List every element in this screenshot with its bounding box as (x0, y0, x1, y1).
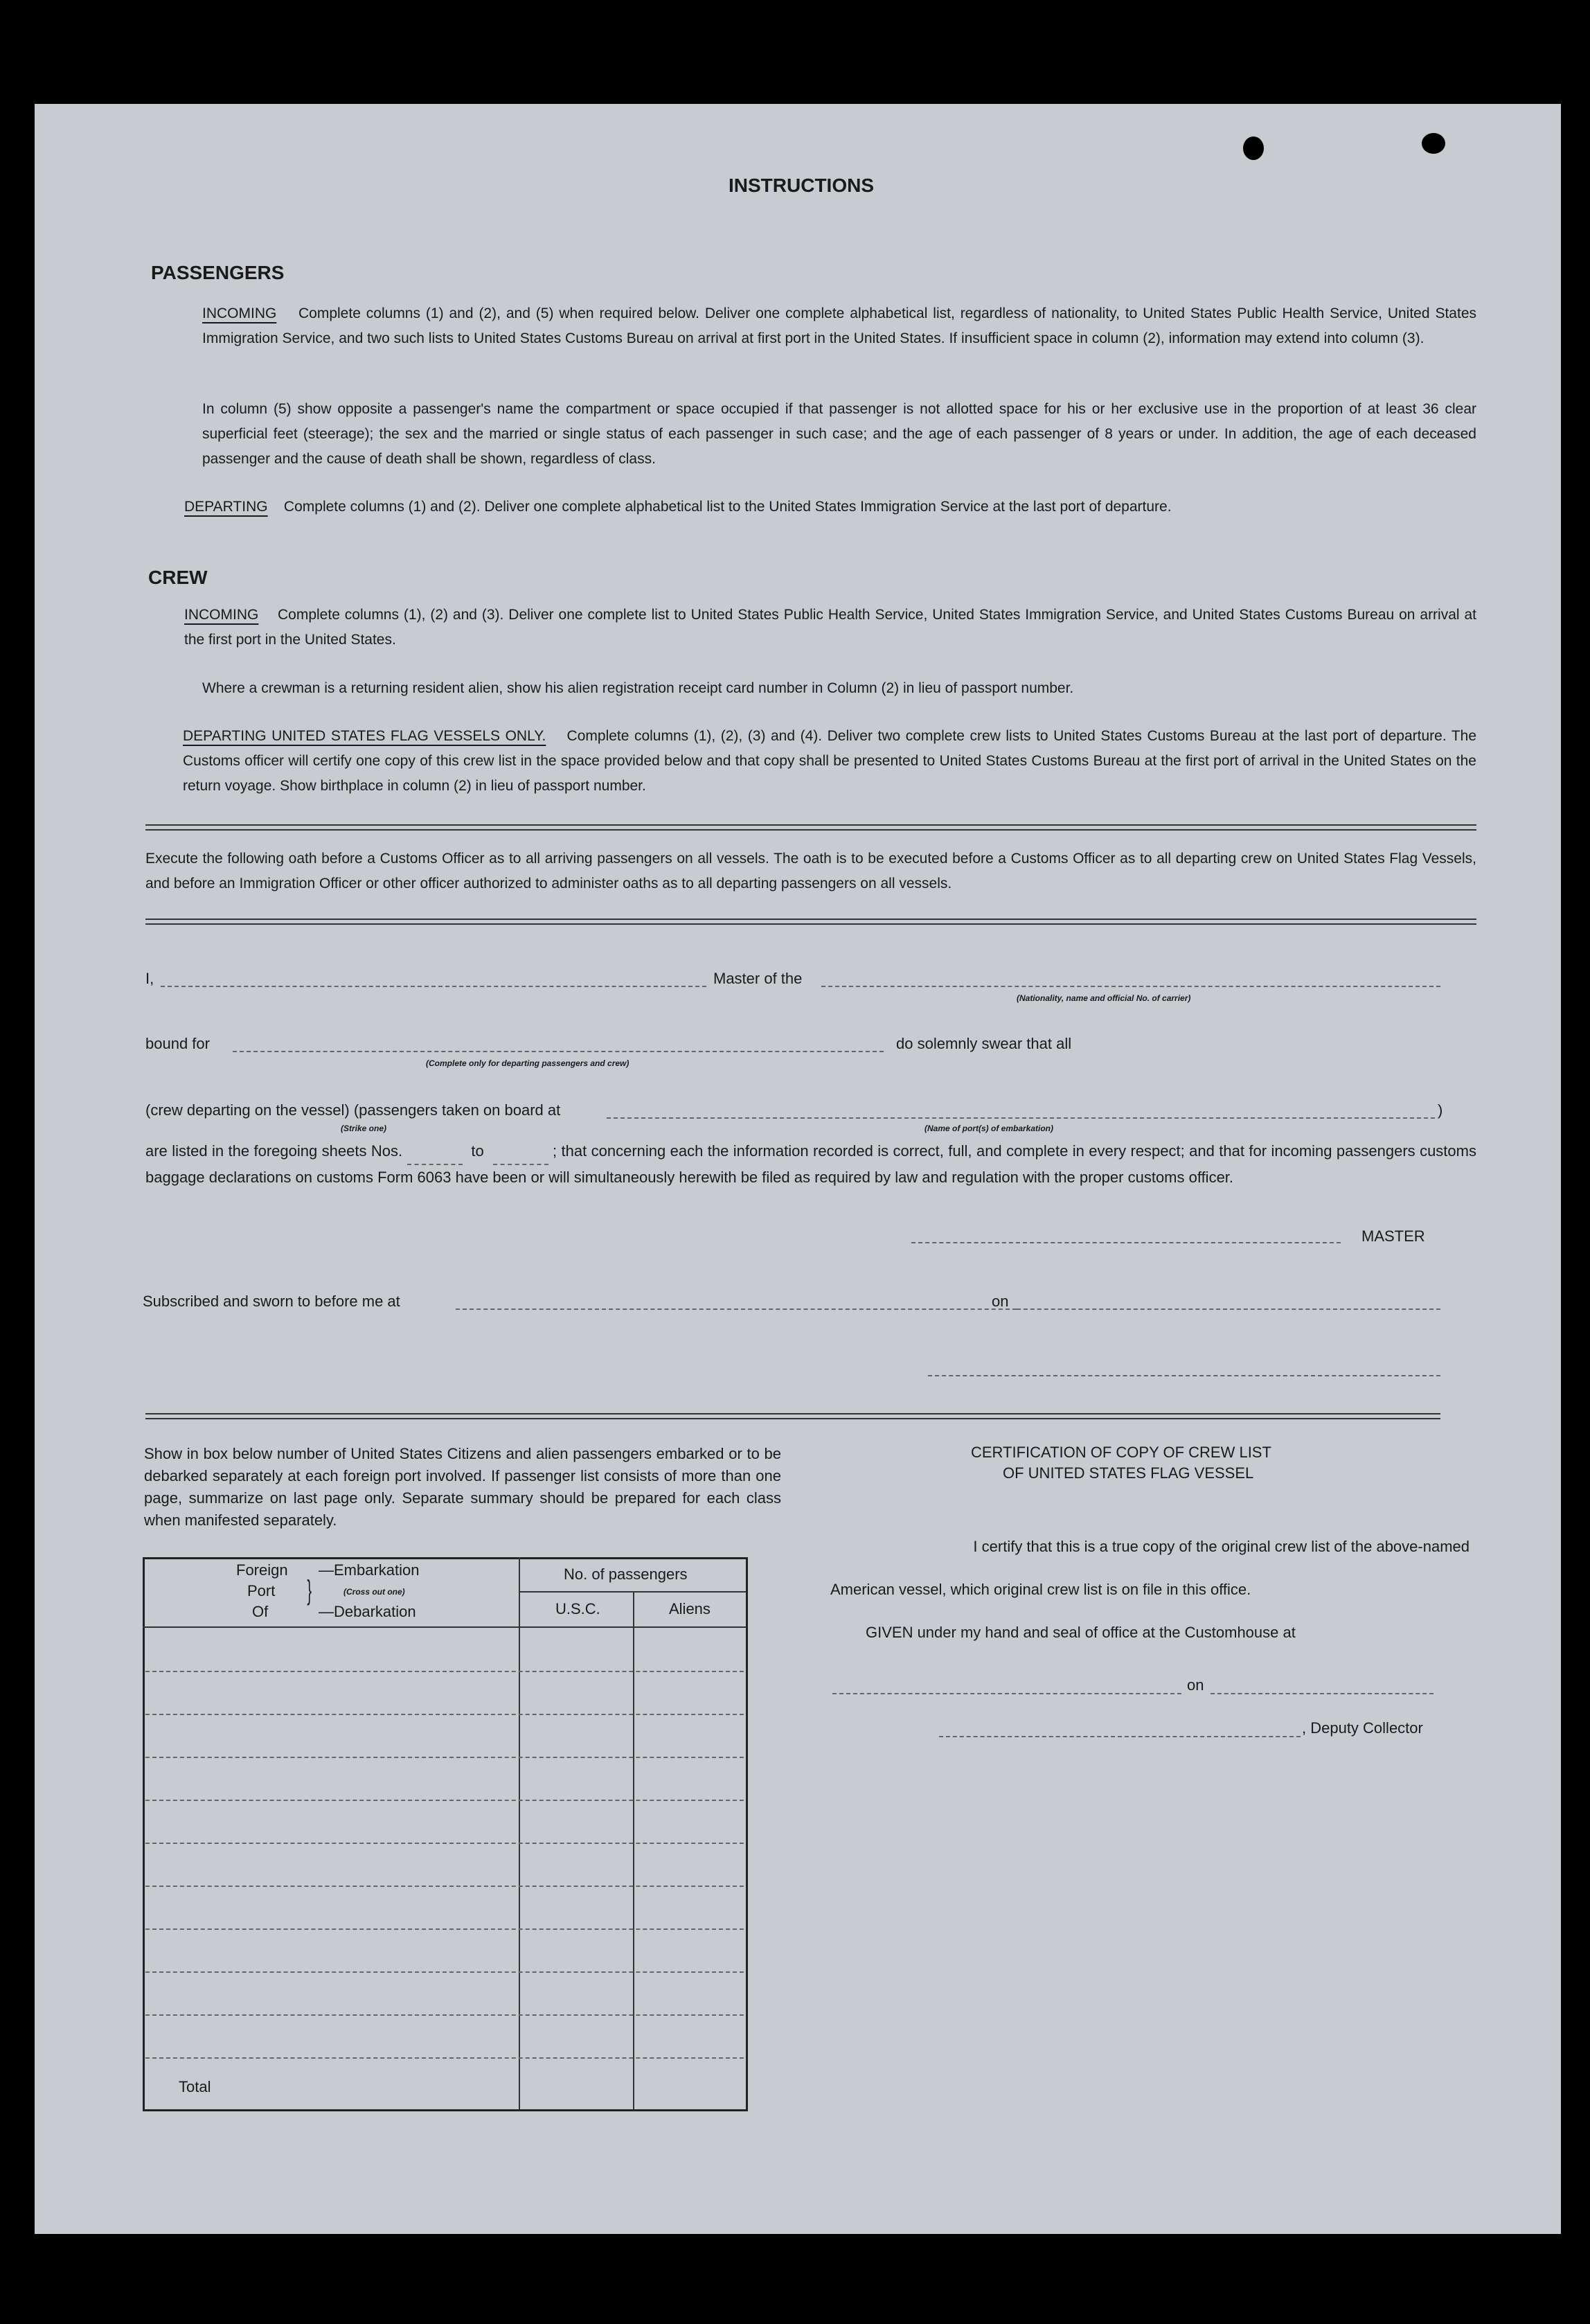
swear-text: do solemnly swear that all (896, 1035, 1072, 1052)
summary-row-line[interactable] (145, 1671, 744, 1672)
crew-departing-text: Complete columns (1), (2), (3) and (4). Deliver two complete crew lists to United States Customs Bureau at the last port of departure. The Customs officer will certify one copy of this crew list in the space provided below and that copy shall be presented to United States Customs Bureau at the first port of arrival in the United States on the return voyage. Show birthplace in column (2) in lieu of passport number. (183, 728, 1477, 794)
sheet-from-field[interactable] (407, 1139, 463, 1165)
summary-row-line[interactable] (145, 1843, 744, 1844)
summary-header-line (143, 1626, 746, 1628)
sheet-to-field[interactable] (493, 1139, 548, 1165)
bound-for-label: bound for (145, 1035, 210, 1052)
crew-resident-text: Where a crewman is a returning resident alien, show his alien registration receipt card number in Column (2) in lieu of passport number. (202, 680, 1074, 696)
master-label: MASTER (1361, 1227, 1425, 1245)
sworn-place-field[interactable] (456, 1309, 1017, 1310)
summary-col-line (633, 1591, 634, 2109)
crew-departing-label: DEPARTING UNITED STATES FLAG VESSELS ONLY. (183, 728, 546, 744)
certification-title-1: CERTIFICATION OF COPY OF CREW LIST (971, 1444, 1271, 1461)
summary-row-line[interactable] (145, 1928, 744, 1930)
crew-incoming-text: Complete columns (1), (2) and (3). Deliver one complete list to United States Public Health Service, United States Immigration Service, and United States Customs Bureau on arrival at the first port in the United States. (184, 607, 1476, 648)
passengers-incoming-label: INCOMING (202, 305, 277, 321)
sworn-date-field[interactable] (1017, 1309, 1440, 1310)
page-title: INSTRUCTIONS (729, 175, 874, 196)
bound-for-field[interactable] (233, 1051, 884, 1052)
deputy-collector-label: , Deputy Collector (1302, 1719, 1423, 1737)
summary-row-line[interactable] (145, 1800, 744, 1801)
divider (145, 1413, 1440, 1419)
sworn-on-label: on (992, 1293, 1009, 1310)
master-signature-field[interactable] (911, 1242, 1341, 1243)
embarkation-port-field[interactable] (607, 1117, 1435, 1119)
deputy-signature-field[interactable] (939, 1736, 1301, 1737)
listed-text-a: are listed in the foregoing sheets Nos. (145, 1142, 403, 1160)
total-label: Total (179, 2078, 211, 2095)
passengers-departing-label: DEPARTING (184, 499, 268, 515)
col-foreign-label: Foreign (236, 1561, 288, 1579)
master-of-label: Master of the (713, 970, 803, 987)
listed-paragraph (145, 1139, 1476, 1190)
master-name-field[interactable] (161, 986, 706, 987)
oath-i-label: I, (145, 970, 154, 987)
cross-out-hint: (Cross out one) (343, 1587, 405, 1597)
embark-hint: (Name of port(s) of embarkation) (924, 1124, 1054, 1133)
customhouse-field[interactable] (832, 1693, 1181, 1694)
listed-text-b: ; that concerning each the information recorded is correct, full, and complete in every respect; and that for incoming passengers customs baggage declarations on customs Form 6063 have been or will simultaneously herewith be filed as required by law and regulation with the proper customs officer. (145, 1142, 1476, 1186)
divider (145, 919, 1476, 925)
carrier-field[interactable] (821, 986, 1440, 987)
divider (145, 824, 1476, 831)
summary-row-line[interactable] (145, 1757, 744, 1758)
passengers-departing-paragraph (184, 495, 1476, 520)
certification-line-1: I certify that this is a true copy of the original crew list of the above-named (973, 1538, 1470, 1555)
certification-date-field[interactable] (1211, 1693, 1433, 1694)
aliens-header: Aliens (669, 1600, 711, 1617)
summary-row-line[interactable] (145, 2057, 744, 2059)
crew-incoming-paragraph (184, 603, 1476, 653)
close-paren: ) (1438, 1101, 1443, 1119)
crew-departing-paragraph (183, 724, 1476, 799)
listed-to: to (471, 1142, 484, 1160)
certification-title-2: OF UNITED STATES FLAG VESSEL (1003, 1464, 1254, 1482)
usc-header: U.S.C. (555, 1600, 600, 1617)
passengers-incoming-text: Complete columns (1) and (2), and (5) when required below. Deliver one complete alphabetical list, regardless of nationality, to United States Public Health Service, United States Immigration Service, and two such lists to United States Customs Bureau on arrival at first port in the United States. If insufficient space in column (2), information may extend into column (3). (202, 305, 1476, 346)
summary-instructions: Show in box below number of United States Citizens and alien passengers embarked or to be debarked separately at each foreign port involved. If passenger list consists of more than one page, summarize on last page only. Separate summary should be prepared for each class when manifested separately. (144, 1445, 781, 1529)
form-page (35, 104, 1561, 2234)
summary-col-line (519, 1557, 520, 2109)
oath-intro: Execute the following oath before a Customs Officer as to all arriving passengers on all vessels. The oath is to be executed before a Customs Officer as to all departing crew on United States Flag Vessels, and before an Immigration Officer or other officer authorized to administer oaths as to all departing passengers on all vessels. (145, 851, 1476, 892)
no-passengers-header: No. of passengers (564, 1565, 688, 1583)
crew-heading: CREW (148, 567, 208, 588)
strike-hint: (Strike one) (341, 1124, 387, 1133)
crew-incoming-label: INCOMING (184, 607, 259, 623)
passengers-incoming-paragraph (202, 301, 1476, 351)
officer-signature-field[interactable] (928, 1375, 1440, 1376)
crew-passengers-text: (crew departing on the vessel) (passengers taken on board at (145, 1101, 561, 1119)
bound-for-hint: (Complete only for departing passengers and crew) (426, 1058, 629, 1068)
col-port-label: Port (247, 1582, 276, 1599)
summary-row-line[interactable] (145, 1886, 744, 1887)
brace-icon: } (307, 1575, 312, 1606)
passengers-departing-text: Complete columns (1) and (2). Deliver one complete alphabetical list to the United States Immigration Service at the last port of departure. (283, 499, 1172, 515)
certification-line-2: American vessel, which original crew list is on file in this office. (830, 1581, 1251, 1598)
passengers-column5-text: In column (5) show opposite a passenger's name the compartment or space occupied if that passenger is not allotted space for his or her exclusive use in the proportion of at least 36 clear superficial feet (steerage); the sex and the married or single status of each passenger in such case; and the age of each passenger of 8 years or under. In addition, the age of each deceased passenger and the cause of death shall be shown, regardless of class. (202, 401, 1476, 467)
passengers-heading: PASSENGERS (151, 262, 285, 283)
summary-subheader-line (519, 1591, 746, 1593)
summary-row-line[interactable] (145, 2014, 744, 2016)
summary-box-border (143, 1557, 748, 2111)
punch-hole (1422, 133, 1445, 154)
subscribed-label: Subscribed and sworn to before me at (143, 1293, 400, 1310)
punch-hole (1243, 136, 1264, 160)
summary-row-line[interactable] (145, 1714, 744, 1715)
embarkation-label: —Embarkation (319, 1561, 420, 1579)
col-of-label: Of (252, 1603, 269, 1620)
debarkation-label: —Debarkation (319, 1603, 416, 1620)
certification-on-label: on (1187, 1676, 1204, 1694)
carrier-hint: (Nationality, name and official No. of carrier) (1017, 993, 1191, 1003)
summary-row-line[interactable] (145, 1971, 744, 1973)
certification-line-3: GIVEN under my hand and seal of office at the Customhouse at (866, 1624, 1296, 1641)
